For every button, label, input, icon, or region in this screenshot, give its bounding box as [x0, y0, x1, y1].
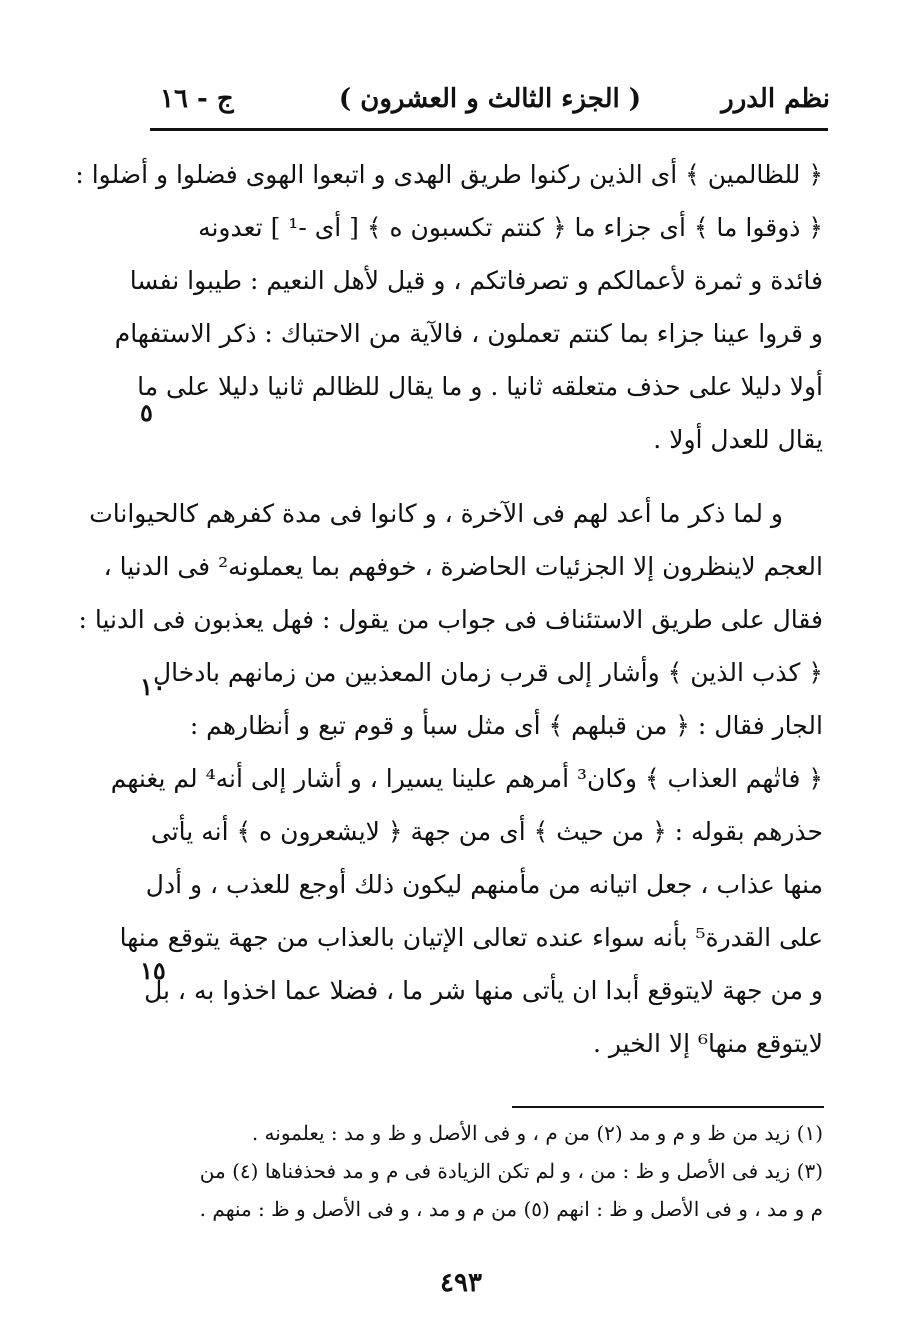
text-line: ﴿ للظالمين ﴾ أى الذين ركنوا طريق الهدى و اتبعوا الهوى فضلوا و أضلوا :	[75, 160, 823, 189]
volume-reference: ج - ١٦	[160, 84, 234, 114]
footnote-line: (٣) زيد فى الأصل و ظ : من ، و لم تكن الزيادة فى م و مد فحذفناها (٤) من	[199, 1159, 823, 1183]
text-line: منها عذاب ، جعل اتيانه من مأمنهم ليكون ذلك أوجع للعذب ، و أدل	[145, 870, 823, 899]
text-line: و قروا عينا جزاء بما كنتم تعملون ، فالآية من الاحتباك : ذكر الاستفهام	[114, 319, 823, 348]
footnote-rule	[512, 1106, 824, 1108]
text-line: فائدة و ثمرة لأعمالكم و تصرفاتكم ، و قيل لأهل النعيم : طيبوا نفسا	[129, 266, 823, 295]
footnote-line: (١) زيد من ظ و م و مد (٢) من م ، و فى الأصل و ظ و مد : يعلمونه .	[251, 1121, 823, 1145]
text-line: و لما ذكر ما أعد لهم فى الآخرة ، و كانوا فى مدة كفرهم كالحيوانات	[89, 499, 783, 528]
footnote-line: م و مد ، و فى الأصل و ظ : انهم (٥) من م و مد ، و فى الأصل و ظ : منهم .	[199, 1197, 823, 1221]
header-rule	[150, 128, 828, 131]
text-line: أولا دليلا على حذف متعلقه ثانيا . و ما يقال للظالم ثانيا دليلا على ما	[137, 372, 823, 401]
page-number: ٤٩٣	[440, 1268, 482, 1298]
paragraph-1	[75, 148, 823, 466]
footnotes	[178, 1114, 823, 1228]
text-line: فقال على طريق الاستئناف فى جواب من يقول : فهل يعذبون فى الدنيا :	[78, 605, 823, 634]
line-number-10: ١٠	[140, 672, 166, 701]
text-line: العجم لاينظرون إلا الجزئيات الحاضرة ، خوفهم بما يعملونه² فى الدنيا ،	[103, 552, 823, 581]
part-title: ( الجزء الثالث و العشرون )	[338, 84, 642, 114]
text-line: يقال للعدل أولا .	[653, 425, 823, 454]
text-line: ﴿ كذب الذين ﴾ وأشار إلى قرب زمان المعذبين من زمانهم بادخال	[152, 658, 823, 687]
text-line: على القدرة⁵ بأنه سواء عنده تعالى الإتيان بالعذاب من جهة يتوقع منها	[119, 923, 823, 952]
text-line: و من جهة لايتوقع أبدا ان يأتى منها شر ما ، فضلا عما اخذوا به ، بل	[144, 976, 823, 1005]
text-line: حذرهم بقوله : ﴿ من حيث ﴾ أى من جهة ﴿ لايشعرون ه ﴾ أنه يأتى	[150, 817, 823, 846]
text-line: ﴿ ذوقوا ما ﴾ أى جزاء ما ﴿ كنتم تكسبون ه ﴾ [ أى -¹ ] تعدونه	[198, 213, 823, 242]
text-line: ﴿ فاتٰهم العذاب ﴾ وكان³ أمرهم علينا يسيرا ، و أشار إلى أنه⁴ لم يغنهم	[110, 764, 823, 793]
text-line: الجار فقال : ﴿ من قبلهم ﴾ أى مثل سبأ و قوم تبع و أنظارهم :	[189, 711, 823, 740]
book-title: نظم الدرر	[721, 84, 830, 114]
running-header	[150, 84, 830, 124]
line-number-5: ٥	[140, 398, 153, 427]
line-number-15: ١٥	[140, 956, 166, 985]
text-line: لايتوقع منها⁶ إلا الخير .	[592, 1029, 823, 1058]
